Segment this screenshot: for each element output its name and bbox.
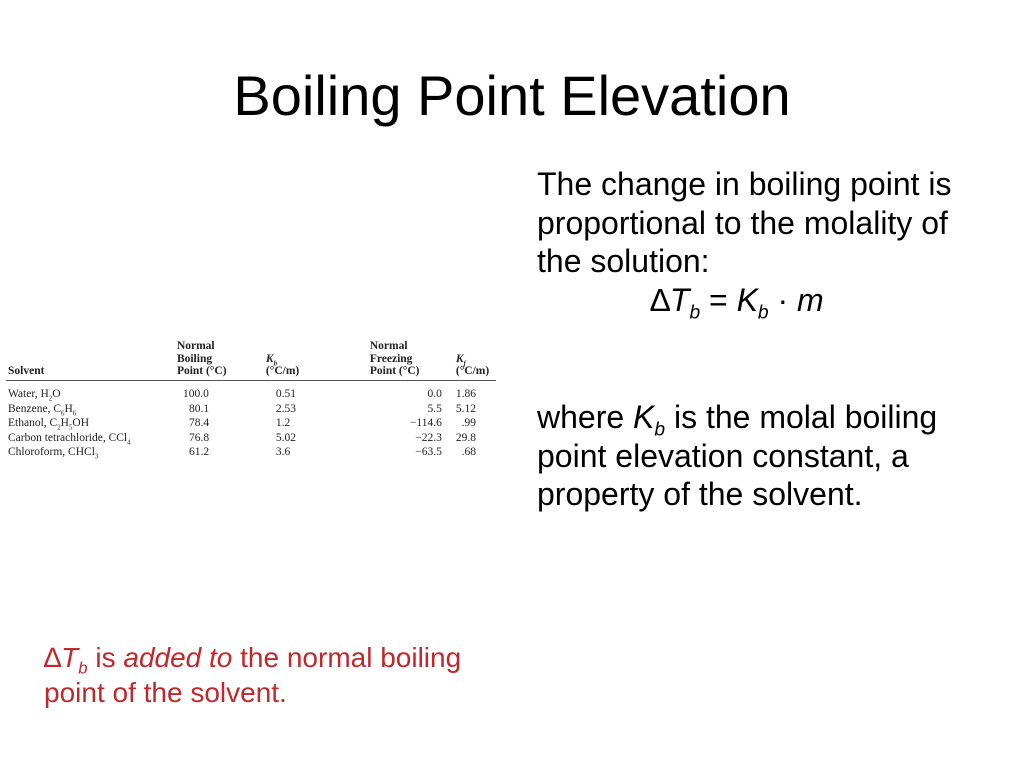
freezing-point-cell: 0.0 xyxy=(427,387,442,400)
header-kb: $K_b$ (°C/m) xyxy=(264,340,368,380)
solvent-name: Carbon tetrachloride, CCl$_4$ xyxy=(8,431,131,447)
explanation-text xyxy=(537,165,957,514)
header-solvent xyxy=(6,340,175,380)
boiling-point-cell: 61.2 xyxy=(188,446,210,459)
kf-cell: .68 xyxy=(461,446,476,459)
boiling-point-cell: 100.0 xyxy=(182,387,209,400)
kb-cell: 3.6 xyxy=(275,446,291,459)
table-row xyxy=(6,431,496,446)
header-boiling-point: Normal Boiling Point (°C) xyxy=(175,340,264,380)
kb-cell: 2.53 xyxy=(275,402,297,415)
kb-definition-paragraph: where $K_b$ is the molal boiling point elevation constant, a property of the solvent. xyxy=(537,398,938,513)
solvent-name: Water, $H_2O$ xyxy=(8,387,61,403)
kf-cell: 5.12 xyxy=(455,402,476,415)
solvent-name: Ethanol, $C_2H_5OH$ xyxy=(8,417,90,432)
boiling-point-cell: 78.4 xyxy=(188,417,210,430)
table-row xyxy=(6,380,496,401)
solvent-properties-table xyxy=(6,340,496,460)
boiling-point-formula: $\Delta T_b = K_b \cdot m$ xyxy=(650,282,824,324)
solvent-properties-table-container xyxy=(6,340,496,460)
kf-cell: .99 xyxy=(461,417,476,430)
kf-cell: 1.86 xyxy=(455,387,476,400)
kb-cell: 1.2 xyxy=(275,417,291,430)
table-row xyxy=(6,402,496,417)
freezing-point-cell: −114.6 xyxy=(409,417,442,430)
solvent-name: Chloroform, CHCl$_3$ xyxy=(8,446,99,461)
table-row xyxy=(6,445,496,460)
header-solvent-label: Solvent xyxy=(8,365,45,378)
highlight-note: $\Delta T_b$ is added to the normal boiling point of the solvent. xyxy=(44,642,462,708)
header-kf: $K_f$ (°C/m) xyxy=(454,340,496,380)
freezing-point-cell: 5.5 xyxy=(427,402,442,415)
table-row xyxy=(6,416,496,431)
freezing-point-cell: −22.3 xyxy=(415,431,442,444)
solvent-name: Benzene, $C_6H_6$ xyxy=(8,402,77,417)
slide-title: Boiling Point Elevation xyxy=(233,64,791,127)
intro-paragraph: The change in boiling point is proportional to the molality of the solution: xyxy=(537,166,952,280)
boiling-point-cell: 76.8 xyxy=(188,431,210,444)
boiling-point-cell: 80.1 xyxy=(188,402,210,415)
freezing-point-cell: −63.5 xyxy=(415,446,442,459)
header-freezing-point: Normal Freezing Point (°C) xyxy=(368,340,454,380)
table-header-row xyxy=(6,340,496,380)
kf-cell: 29.8 xyxy=(455,431,476,444)
kb-cell: 5.02 xyxy=(275,431,297,444)
kb-cell: 0.51 xyxy=(275,387,297,400)
